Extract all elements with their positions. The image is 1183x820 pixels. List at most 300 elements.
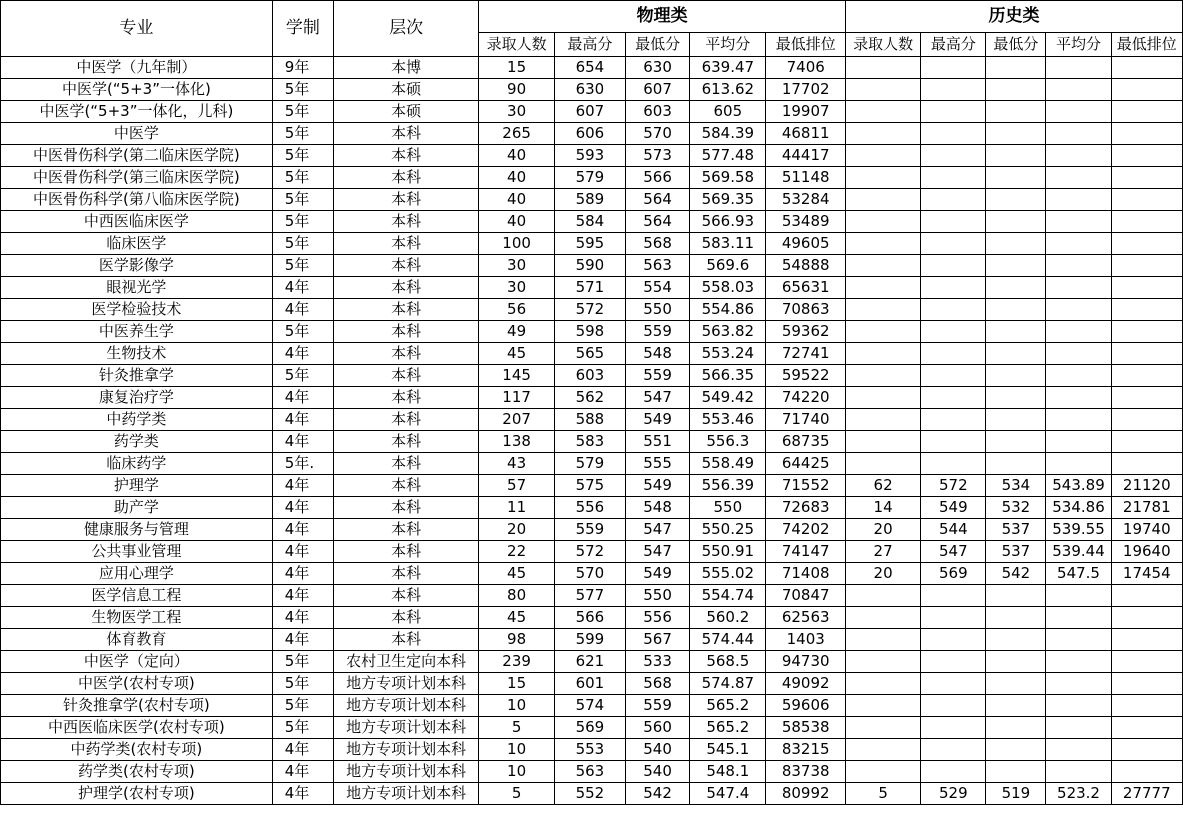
cell-hist-rank: 19640: [1111, 541, 1182, 563]
cell-phys-avg: 639.47: [690, 57, 766, 79]
cell-hist-min: [986, 673, 1046, 695]
cell-hist-rank: [1111, 673, 1182, 695]
cell-hist-rank: [1111, 629, 1182, 651]
cell-hist-avg: [1046, 211, 1111, 233]
cell-level: 本科: [333, 255, 479, 277]
cell-hist-max: [921, 343, 986, 365]
cell-duration: 5年: [272, 145, 333, 167]
cell-hist-admitted: [845, 101, 920, 123]
cell-hist-admitted: [845, 123, 920, 145]
cell-phys-avg: 566.93: [690, 211, 766, 233]
cell-hist-max: [921, 717, 986, 739]
cell-phys-admitted: 11: [479, 497, 554, 519]
cell-hist-avg: 539.55: [1046, 519, 1111, 541]
cell-phys-max: 606: [554, 123, 625, 145]
cell-phys-avg: 584.39: [690, 123, 766, 145]
cell-hist-avg: 539.44: [1046, 541, 1111, 563]
cell-hist-avg: [1046, 739, 1111, 761]
cell-phys-avg: 569.35: [690, 189, 766, 211]
cell-level: 本科: [333, 321, 479, 343]
header-duration: 学制: [272, 1, 333, 57]
cell-hist-admitted: [845, 189, 920, 211]
cell-hist-admitted: [845, 431, 920, 453]
cell-hist-max: [921, 233, 986, 255]
cell-duration: 4年: [272, 475, 333, 497]
table-row: [1, 629, 1183, 651]
cell-phys-avg: 605: [690, 101, 766, 123]
cell-hist-max: [921, 189, 986, 211]
table-body: [1, 57, 1183, 805]
cell-duration: 5年: [272, 189, 333, 211]
cell-level: 本科: [333, 189, 479, 211]
cell-phys-rank: 19907: [766, 101, 845, 123]
cell-hist-admitted: [845, 453, 920, 475]
table-row: [1, 519, 1183, 541]
cell-duration: 5年: [272, 167, 333, 189]
cell-hist-min: [986, 409, 1046, 431]
cell-phys-avg: 574.44: [690, 629, 766, 651]
cell-hist-max: [921, 167, 986, 189]
cell-hist-min: [986, 189, 1046, 211]
table-row: [1, 101, 1183, 123]
cell-hist-admitted: [845, 299, 920, 321]
cell-phys-max: 577: [554, 585, 625, 607]
cell-phys-max: 559: [554, 519, 625, 541]
cell-hist-avg: [1046, 761, 1111, 783]
cell-duration: 5年: [272, 321, 333, 343]
cell-hist-min: [986, 761, 1046, 783]
cell-phys-max: 589: [554, 189, 625, 211]
cell-hist-max: [921, 761, 986, 783]
cell-phys-min: 568: [626, 233, 690, 255]
cell-hist-avg: [1046, 299, 1111, 321]
cell-phys-admitted: 57: [479, 475, 554, 497]
cell-hist-avg: [1046, 431, 1111, 453]
cell-phys-rank: 44417: [766, 145, 845, 167]
cell-hist-min: [986, 79, 1046, 101]
table-row: [1, 167, 1183, 189]
cell-hist-rank: [1111, 321, 1182, 343]
cell-duration: 5年: [272, 695, 333, 717]
table-row: [1, 145, 1183, 167]
cell-duration: 5年: [272, 101, 333, 123]
cell-phys-avg: 565.2: [690, 695, 766, 717]
header-major: 专业: [1, 1, 273, 57]
table-row: [1, 651, 1183, 673]
cell-phys-rank: 51148: [766, 167, 845, 189]
cell-hist-avg: 543.89: [1046, 475, 1111, 497]
cell-phys-admitted: 10: [479, 695, 554, 717]
table-row: [1, 211, 1183, 233]
cell-hist-min: [986, 365, 1046, 387]
cell-hist-min: [986, 101, 1046, 123]
cell-phys-min: 560: [626, 717, 690, 739]
cell-hist-avg: [1046, 101, 1111, 123]
cell-level: 本科: [333, 277, 479, 299]
cell-level: 本博: [333, 57, 479, 79]
cell-duration: 4年: [272, 783, 333, 805]
cell-major: 针灸推拿学(农村专项): [1, 695, 273, 717]
cell-phys-avg: 555.02: [690, 563, 766, 585]
cell-phys-avg: 549.42: [690, 387, 766, 409]
cell-hist-admitted: 62: [845, 475, 920, 497]
cell-hist-max: [921, 123, 986, 145]
cell-major: 中药学类(农村专项): [1, 739, 273, 761]
cell-phys-admitted: 30: [479, 277, 554, 299]
cell-phys-min: 603: [626, 101, 690, 123]
table-row: [1, 299, 1183, 321]
cell-level: 本科: [333, 409, 479, 431]
cell-hist-rank: [1111, 343, 1182, 365]
cell-duration: 4年: [272, 387, 333, 409]
cell-duration: 5年: [272, 365, 333, 387]
table-row: [1, 409, 1183, 431]
cell-major: 中医学(农村专项): [1, 673, 273, 695]
table-row: [1, 387, 1183, 409]
cell-phys-avg: 566.35: [690, 365, 766, 387]
cell-hist-avg: [1046, 409, 1111, 431]
cell-phys-avg: 550.91: [690, 541, 766, 563]
cell-hist-avg: [1046, 365, 1111, 387]
cell-hist-min: [986, 57, 1046, 79]
cell-phys-admitted: 15: [479, 57, 554, 79]
cell-hist-avg: [1046, 167, 1111, 189]
cell-hist-avg: [1046, 343, 1111, 365]
cell-duration: 4年: [272, 563, 333, 585]
cell-phys-min: 567: [626, 629, 690, 651]
cell-duration: 4年: [272, 299, 333, 321]
cell-hist-min: [986, 123, 1046, 145]
cell-phys-max: 584: [554, 211, 625, 233]
cell-hist-rank: [1111, 123, 1182, 145]
cell-hist-admitted: [845, 277, 920, 299]
cell-hist-rank: [1111, 717, 1182, 739]
cell-phys-max: 563: [554, 761, 625, 783]
cell-level: 本科: [333, 519, 479, 541]
cell-phys-admitted: 56: [479, 299, 554, 321]
cell-hist-max: [921, 365, 986, 387]
cell-phys-max: 579: [554, 167, 625, 189]
cell-phys-rank: 74147: [766, 541, 845, 563]
cell-phys-admitted: 90: [479, 79, 554, 101]
cell-major: 生物技术: [1, 343, 273, 365]
header-hist-avg: 平均分: [1046, 33, 1111, 57]
header-phys-max: 最高分: [554, 33, 625, 57]
cell-major: 临床药学: [1, 453, 273, 475]
header-phys-admitted: 录取人数: [479, 33, 554, 57]
table-row: [1, 475, 1183, 497]
cell-phys-avg: 613.62: [690, 79, 766, 101]
cell-phys-max: 572: [554, 541, 625, 563]
cell-major: 健康服务与管理: [1, 519, 273, 541]
cell-hist-rank: [1111, 211, 1182, 233]
cell-hist-admitted: [845, 585, 920, 607]
cell-phys-admitted: 5: [479, 783, 554, 805]
cell-phys-admitted: 45: [479, 607, 554, 629]
cell-hist-min: [986, 453, 1046, 475]
cell-major: 公共事业管理: [1, 541, 273, 563]
cell-phys-avg: 547.4: [690, 783, 766, 805]
cell-phys-max: 571: [554, 277, 625, 299]
cell-hist-min: [986, 651, 1046, 673]
cell-phys-min: 548: [626, 497, 690, 519]
cell-phys-max: 562: [554, 387, 625, 409]
cell-phys-admitted: 40: [479, 145, 554, 167]
cell-duration: 4年: [272, 629, 333, 651]
cell-major: 中医学（定向）: [1, 651, 273, 673]
cell-hist-min: 537: [986, 519, 1046, 541]
cell-phys-admitted: 265: [479, 123, 554, 145]
cell-level: 本科: [333, 607, 479, 629]
cell-phys-min: 550: [626, 585, 690, 607]
cell-phys-admitted: 117: [479, 387, 554, 409]
cell-major: 应用心理学: [1, 563, 273, 585]
cell-hist-admitted: [845, 673, 920, 695]
cell-phys-avg: 558.49: [690, 453, 766, 475]
cell-hist-admitted: [845, 57, 920, 79]
cell-major: 针灸推拿学: [1, 365, 273, 387]
cell-hist-rank: [1111, 233, 1182, 255]
cell-hist-min: [986, 585, 1046, 607]
cell-hist-avg: [1046, 607, 1111, 629]
cell-level: 本科: [333, 343, 479, 365]
cell-phys-rank: 17702: [766, 79, 845, 101]
cell-hist-max: [921, 57, 986, 79]
cell-hist-min: [986, 277, 1046, 299]
header-hist-rank: 最低排位: [1111, 33, 1182, 57]
cell-phys-max: 553: [554, 739, 625, 761]
header-history-group: 历史类: [845, 1, 1182, 33]
cell-phys-admitted: 45: [479, 343, 554, 365]
cell-level: 地方专项计划本科: [333, 673, 479, 695]
cell-duration: 5年: [272, 211, 333, 233]
header-physics-group: 物理类: [479, 1, 845, 33]
cell-hist-avg: [1046, 629, 1111, 651]
cell-hist-avg: [1046, 57, 1111, 79]
cell-phys-rank: 46811: [766, 123, 845, 145]
cell-phys-min: 542: [626, 783, 690, 805]
cell-duration: 4年: [272, 277, 333, 299]
cell-phys-rank: 68735: [766, 431, 845, 453]
cell-duration: 5年: [272, 233, 333, 255]
cell-phys-rank: 83215: [766, 739, 845, 761]
cell-phys-admitted: 40: [479, 189, 554, 211]
cell-phys-avg: 569.58: [690, 167, 766, 189]
table-row: [1, 365, 1183, 387]
cell-duration: 4年: [272, 607, 333, 629]
cell-level: 农村卫生定向本科: [333, 651, 479, 673]
cell-phys-avg: 548.1: [690, 761, 766, 783]
cell-level: 本科: [333, 123, 479, 145]
cell-major: 护理学: [1, 475, 273, 497]
cell-phys-admitted: 145: [479, 365, 554, 387]
cell-phys-rank: 94730: [766, 651, 845, 673]
cell-major: 中医骨伤科学(第三临床医学院): [1, 167, 273, 189]
cell-phys-avg: 553.24: [690, 343, 766, 365]
cell-phys-avg: 545.1: [690, 739, 766, 761]
cell-hist-rank: [1111, 79, 1182, 101]
cell-hist-rank: [1111, 695, 1182, 717]
cell-phys-min: 555: [626, 453, 690, 475]
cell-phys-max: 570: [554, 563, 625, 585]
cell-phys-admitted: 239: [479, 651, 554, 673]
cell-level: 地方专项计划本科: [333, 739, 479, 761]
cell-level: 地方专项计划本科: [333, 783, 479, 805]
cell-level: 本科: [333, 167, 479, 189]
header-level: 层次: [333, 1, 479, 57]
cell-phys-max: 593: [554, 145, 625, 167]
cell-duration: 5年: [272, 79, 333, 101]
cell-phys-avg: 558.03: [690, 277, 766, 299]
cell-hist-rank: 21120: [1111, 475, 1182, 497]
cell-phys-max: 607: [554, 101, 625, 123]
cell-hist-admitted: [845, 651, 920, 673]
cell-hist-rank: [1111, 739, 1182, 761]
cell-major: 中医学（九年制）: [1, 57, 273, 79]
cell-hist-min: [986, 607, 1046, 629]
header-hist-admitted: 录取人数: [845, 33, 920, 57]
cell-phys-admitted: 49: [479, 321, 554, 343]
cell-hist-avg: [1046, 717, 1111, 739]
cell-hist-avg: [1046, 695, 1111, 717]
cell-duration: 4年: [272, 409, 333, 431]
cell-duration: 9年: [272, 57, 333, 79]
cell-hist-min: [986, 233, 1046, 255]
cell-major: 护理学(农村专项): [1, 783, 273, 805]
cell-level: 本科: [333, 233, 479, 255]
cell-phys-rank: 70863: [766, 299, 845, 321]
cell-hist-avg: [1046, 255, 1111, 277]
cell-phys-min: 547: [626, 387, 690, 409]
cell-phys-rank: 80992: [766, 783, 845, 805]
cell-hist-admitted: 27: [845, 541, 920, 563]
cell-phys-min: 573: [626, 145, 690, 167]
cell-hist-min: [986, 321, 1046, 343]
cell-hist-admitted: [845, 739, 920, 761]
cell-phys-avg: 560.2: [690, 607, 766, 629]
cell-hist-max: [921, 277, 986, 299]
cell-hist-admitted: [845, 761, 920, 783]
cell-hist-rank: [1111, 189, 1182, 211]
cell-phys-admitted: 22: [479, 541, 554, 563]
cell-major: 医学检验技术: [1, 299, 273, 321]
cell-phys-max: 552: [554, 783, 625, 805]
cell-hist-admitted: [845, 387, 920, 409]
cell-level: 地方专项计划本科: [333, 761, 479, 783]
cell-phys-max: 598: [554, 321, 625, 343]
cell-hist-max: 547: [921, 541, 986, 563]
cell-major: 药学类(农村专项): [1, 761, 273, 783]
cell-hist-avg: [1046, 123, 1111, 145]
cell-hist-admitted: [845, 211, 920, 233]
cell-hist-avg: 547.5: [1046, 563, 1111, 585]
cell-hist-max: [921, 145, 986, 167]
cell-phys-rank: 1403: [766, 629, 845, 651]
table-row: [1, 717, 1183, 739]
cell-phys-max: 601: [554, 673, 625, 695]
cell-hist-admitted: 5: [845, 783, 920, 805]
cell-hist-max: 544: [921, 519, 986, 541]
cell-hist-min: 542: [986, 563, 1046, 585]
cell-hist-max: [921, 321, 986, 343]
cell-phys-avg: 583.11: [690, 233, 766, 255]
cell-hist-max: [921, 101, 986, 123]
cell-phys-rank: 72741: [766, 343, 845, 365]
cell-phys-min: 548: [626, 343, 690, 365]
cell-phys-max: 556: [554, 497, 625, 519]
cell-major: 中药学类: [1, 409, 273, 431]
cell-phys-admitted: 10: [479, 761, 554, 783]
cell-hist-avg: 534.86: [1046, 497, 1111, 519]
cell-hist-rank: 21781: [1111, 497, 1182, 519]
cell-level: 本科: [333, 541, 479, 563]
cell-phys-admitted: 40: [479, 167, 554, 189]
cell-hist-avg: [1046, 585, 1111, 607]
cell-level: 本科: [333, 453, 479, 475]
cell-phys-min: 559: [626, 695, 690, 717]
cell-phys-max: 575: [554, 475, 625, 497]
cell-hist-admitted: [845, 695, 920, 717]
cell-hist-max: [921, 299, 986, 321]
cell-hist-max: [921, 695, 986, 717]
cell-phys-rank: 53489: [766, 211, 845, 233]
header-phys-avg: 平均分: [690, 33, 766, 57]
cell-hist-admitted: [845, 717, 920, 739]
cell-phys-min: 630: [626, 57, 690, 79]
cell-hist-min: [986, 255, 1046, 277]
cell-hist-max: [921, 387, 986, 409]
cell-hist-avg: [1046, 277, 1111, 299]
cell-major: 中医学(“5+3”一体化，儿科): [1, 101, 273, 123]
table-row: [1, 695, 1183, 717]
cell-phys-admitted: 80: [479, 585, 554, 607]
cell-phys-admitted: 138: [479, 431, 554, 453]
cell-hist-admitted: [845, 607, 920, 629]
cell-hist-rank: [1111, 101, 1182, 123]
cell-hist-min: 532: [986, 497, 1046, 519]
cell-phys-min: 559: [626, 365, 690, 387]
cell-phys-rank: 65631: [766, 277, 845, 299]
cell-phys-min: 607: [626, 79, 690, 101]
cell-phys-admitted: 30: [479, 101, 554, 123]
table-header: [1, 1, 1183, 57]
table-row: [1, 673, 1183, 695]
cell-hist-rank: [1111, 145, 1182, 167]
cell-hist-rank: [1111, 431, 1182, 453]
cell-hist-max: [921, 431, 986, 453]
cell-phys-min: 568: [626, 673, 690, 695]
cell-duration: 4年: [272, 541, 333, 563]
cell-phys-admitted: 15: [479, 673, 554, 695]
table-row: [1, 189, 1183, 211]
cell-duration: 4年: [272, 497, 333, 519]
cell-phys-rank: 72683: [766, 497, 845, 519]
cell-duration: 5年: [272, 673, 333, 695]
cell-phys-avg: 574.87: [690, 673, 766, 695]
cell-hist-admitted: [845, 343, 920, 365]
cell-hist-avg: [1046, 453, 1111, 475]
cell-hist-admitted: [845, 365, 920, 387]
cell-duration: 4年: [272, 519, 333, 541]
cell-phys-max: 595: [554, 233, 625, 255]
cell-hist-rank: [1111, 387, 1182, 409]
cell-phys-min: 566: [626, 167, 690, 189]
cell-phys-min: 551: [626, 431, 690, 453]
cell-phys-admitted: 20: [479, 519, 554, 541]
cell-major: 医学信息工程: [1, 585, 273, 607]
cell-phys-max: 583: [554, 431, 625, 453]
cell-hist-avg: [1046, 387, 1111, 409]
